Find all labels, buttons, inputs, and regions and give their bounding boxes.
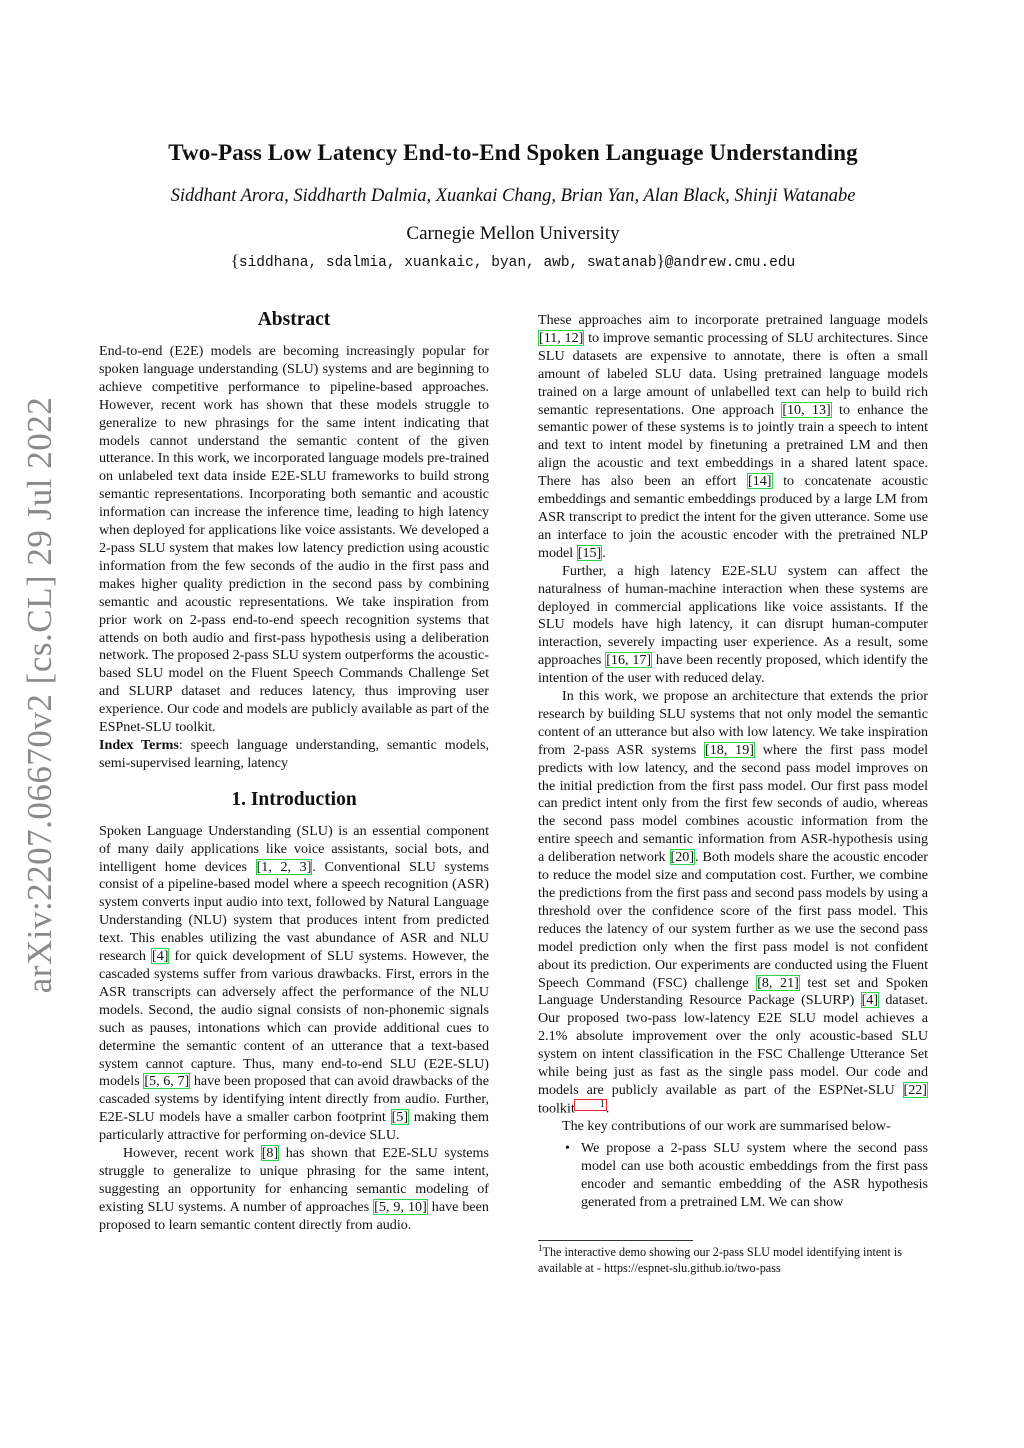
citation-link[interactable]: [4] [152, 948, 169, 965]
citation-link[interactable]: [16, 17] [606, 652, 652, 669]
text-run: have been proposed to learn semantic content directly from audio. [99, 1198, 489, 1233]
citation-link[interactable]: [5] [391, 1109, 409, 1126]
footnote-text: The interactive demo showing our 2-pass SLU model identifying intent is available at - https://espnet-slu.github.io/two-pass [538, 1245, 902, 1275]
left-column [99, 307, 489, 1235]
text-run: where the first pass model predicts with low latency, and the second pass model improves on the initial prediction from the first pass model. Our first pass model can predict intent only from the first few seconds of audio, whereas the second pass model combines acoustic information from the entire speech and semantic information from ASR-hypothesis using a deliberation network [538, 741, 928, 866]
text-run: However, recent work [123, 1145, 261, 1162]
citation-link[interactable]: [5, 9, 10] [374, 1198, 427, 1215]
citation-link[interactable]: [20] [670, 849, 695, 866]
paper-header [98, 140, 928, 271]
text-run: for quick development of SLU systems. However, the cascaded systems suffer from various drawbacks. First, errors in the ASR transcripts can adversely affect the performance of the NLU models. Second, the audio signal consists of non-phonemic signals such as pauses, intonations which can provide additional cues to determine the semantic content of an utterance that a text-based system cannot capture. Thus, many end-to-end SLU (E2E-SLU) models [99, 948, 489, 1090]
author-list: Siddhant Arora, Siddharth Dalmia, Xuankai Chang, Brian Yan, Alan Black, Shinji Watanabe [170, 186, 856, 206]
contributions-list [538, 1140, 928, 1212]
arxiv-identifier: arXiv:2207.06670v2 [cs.CL] 29 Jul 2022 [20, 396, 59, 994]
abstract-heading: Abstract [257, 309, 331, 330]
citation-link[interactable]: [18, 19] [705, 741, 754, 758]
email-users: siddhana, sdalmia, xuankaic, byan, awb, swatanab [238, 255, 657, 271]
email-brace-open: { [230, 251, 239, 270]
text-run: . [605, 1100, 610, 1117]
text-run: . Conventional SLU systems consist of a pipeline-based model where a speech recognition (ASR) system converts input audio into text, followed by Natural Language Understanding (NLU) system that produces intent from predicted text. This enables utilizing the vast abundance of ASR and NLU research [99, 858, 490, 965]
text-run: Spoken Language Understanding (SLU) is an essential component of many daily applications like voice assistants, social bots, and intelligent home devices [99, 822, 489, 875]
text-run: toolkit [538, 1100, 575, 1117]
text-run: These approaches aim to incorporate pretrained language models [538, 312, 928, 328]
list-item [565, 1140, 928, 1212]
citation-link[interactable]: [10, 13] [782, 401, 831, 418]
citation-link[interactable]: [22] [903, 1081, 927, 1098]
arxiv-sidebar [10, 396, 70, 994]
right-paragraph-2 [538, 563, 928, 688]
text-run: has shown that E2E-SLU systems struggle to generalize to unique phrasing for the same intent, suggesting an opportunity for enhancing semantic modeling of existing SLU systems. A number of approaches [99, 1145, 489, 1215]
text-run: In this work, we propose an architecture that extends the prior research by building SLU systems that not only model the semantic content of an utterance but also with low latency. We take inspiration from 2-pass ASR systems [538, 688, 928, 758]
text-run: . Both models share the acoustic encoder to reduce the model size and computation cost. Further, we combine the predictions from the first pass and second pass models by using a threshold over the confidence score of the first pass model. This reduces the latency of our system further as we use the second pass model prediction only when the first pass model is not confident about its prediction. Our experiments are conducted using the Fluent Speech Command (FSC) challenge [538, 849, 928, 991]
right-paragraph-1 [538, 312, 928, 563]
abstract-text: End-to-end (E2E) models are becoming increasingly popular for spoken language understanding (SLU) systems and are beginning to achieve competitive performance to pipeline-based approaches. However, recent work has shown that these models struggle to generalize to new phrasings for the same intent indicating that models cannot understand the semantic content of the given utterance. In this work, we incorporated language models pre-trained on unlabeled text data inside E2E-SLU frameworks to build strong semantic representations. Incorporating both semantic and acoustic information can increase the inference time, leading to high latency when deployed for applications like voice assistants. We developed a 2-pass SLU system that makes low latency prediction using acoustic information from the few seconds of the audio in the first pass and makes higher quality prediction in the second pass by combining semantic and acoustic representations. We take inspiration from prior work on 2-pass end-to-end speech recognition systems that attends on both audio and first-pass hypothesis using a deliberation network. The proposed 2-pass SLU system outperforms the acoustic-based SLU model on the Fluent Speech Commands Challenge Set and SLURP dataset and reduces latency, thus improving user experience. Our code and models are publicly available as part of the ESPnet-SLU toolkit. [99, 343, 489, 736]
email-brace-close: } [656, 251, 665, 270]
citation-link[interactable]: [1, 2, 3] [256, 858, 312, 875]
right-paragraph-3 [538, 688, 928, 1118]
text-run: to improve semantic processing of SLU architectures. Since SLU datasets are expensive to annotate, there is often a small amount of labeled SLU data. Using pretrained language models trained on a large amount of unlabelled text can help to build rich semantic representations. One approach [538, 329, 928, 418]
paper-title: Two-Pass Low Latency End-to-End Spoken Language Understanding [168, 140, 858, 165]
index-terms-label: Index Terms [99, 736, 179, 753]
footnote [538, 1244, 930, 1276]
citation-link[interactable]: [11, 12] [539, 329, 584, 346]
email-domain: @andrew.cmu.edu [664, 255, 796, 271]
right-column [538, 312, 928, 1212]
intro-paragraph-2 [99, 1145, 489, 1235]
footnote-marker[interactable]: 1 [575, 1100, 606, 1110]
text-run: test set and Spoken Language Understanding Resource Package (SLURP) [538, 974, 928, 1009]
bullet-icon: • [565, 1140, 570, 1157]
text-run: Further, a high latency E2E-SLU system can affect the naturalness of human-machine interaction when these systems are deployed in commercial applications like voice assistants. If the SLU models have high latency, it can disrupt human-computer interaction, severely impacting user experience. As a result, some approaches [538, 562, 928, 669]
email-line [98, 251, 928, 271]
text-run: . [602, 544, 606, 561]
citation-link[interactable]: [14] [748, 473, 772, 490]
text-run: have been recently proposed, which identify the intention of the user with reduced delay. [538, 652, 929, 687]
text-run: dataset. Our proposed two-pass low-latency E2E SLU model achieves a 2.1% absolute improvement over the only acoustic-based SLU system on intent classification in the FSC Challenge Utterance Set while being just as fast as the single pass model. Our code and models are publicly available as part of the ESPNet-SLU [538, 992, 928, 1098]
list-item-text: We propose a 2-pass SLU system where the second pass model can use both acoustic embeddings from the first pass encoder and semantic embedding of the ASR hypothesis generated from a pretrained LM. We can show [581, 1140, 928, 1211]
affiliation: Carnegie Mellon University [406, 223, 620, 244]
citation-link[interactable]: [4] [861, 992, 879, 1009]
intro-paragraph-1 [99, 823, 489, 1145]
index-terms [99, 737, 489, 773]
text-run: to enhance the semantic power of these systems is to jointly train a speech to intent and text to intent model by finetuning a pretrained LM and then align the acoustic and text embeddings in a shared latent space. There has also been an effort [538, 401, 929, 490]
citation-link[interactable]: [8] [261, 1145, 279, 1162]
index-terms-text: : speech language understanding, semantic models, semi-supervised learning, latency [99, 736, 489, 771]
citation-link[interactable]: [8, 21] [757, 974, 799, 991]
introduction-heading: 1. Introduction [231, 788, 357, 810]
text-run: have been proposed that can avoid drawbacks of the cascaded systems by identifying intent directly from audio. Further, E2E-SLU models have a smaller carbon footprint [99, 1073, 489, 1126]
text-run: to concatenate acoustic embeddings and semantic embeddings produced by a large LM from ASR transcript to predict the intent for the given utterance. Some use an interface to join the acoustic encoder with the pretrained NLP model [538, 473, 928, 561]
citation-link[interactable]: [15] [577, 544, 602, 561]
text-run: making them particularly attractive for performing on-device SLU. [99, 1109, 489, 1144]
footnote-rule [538, 1240, 693, 1241]
footnote-number: 1 [538, 1243, 543, 1253]
right-paragraph-4: The key contributions of our work are summarised below- [562, 1118, 891, 1135]
citation-link[interactable]: [5, 6, 7] [144, 1073, 190, 1090]
